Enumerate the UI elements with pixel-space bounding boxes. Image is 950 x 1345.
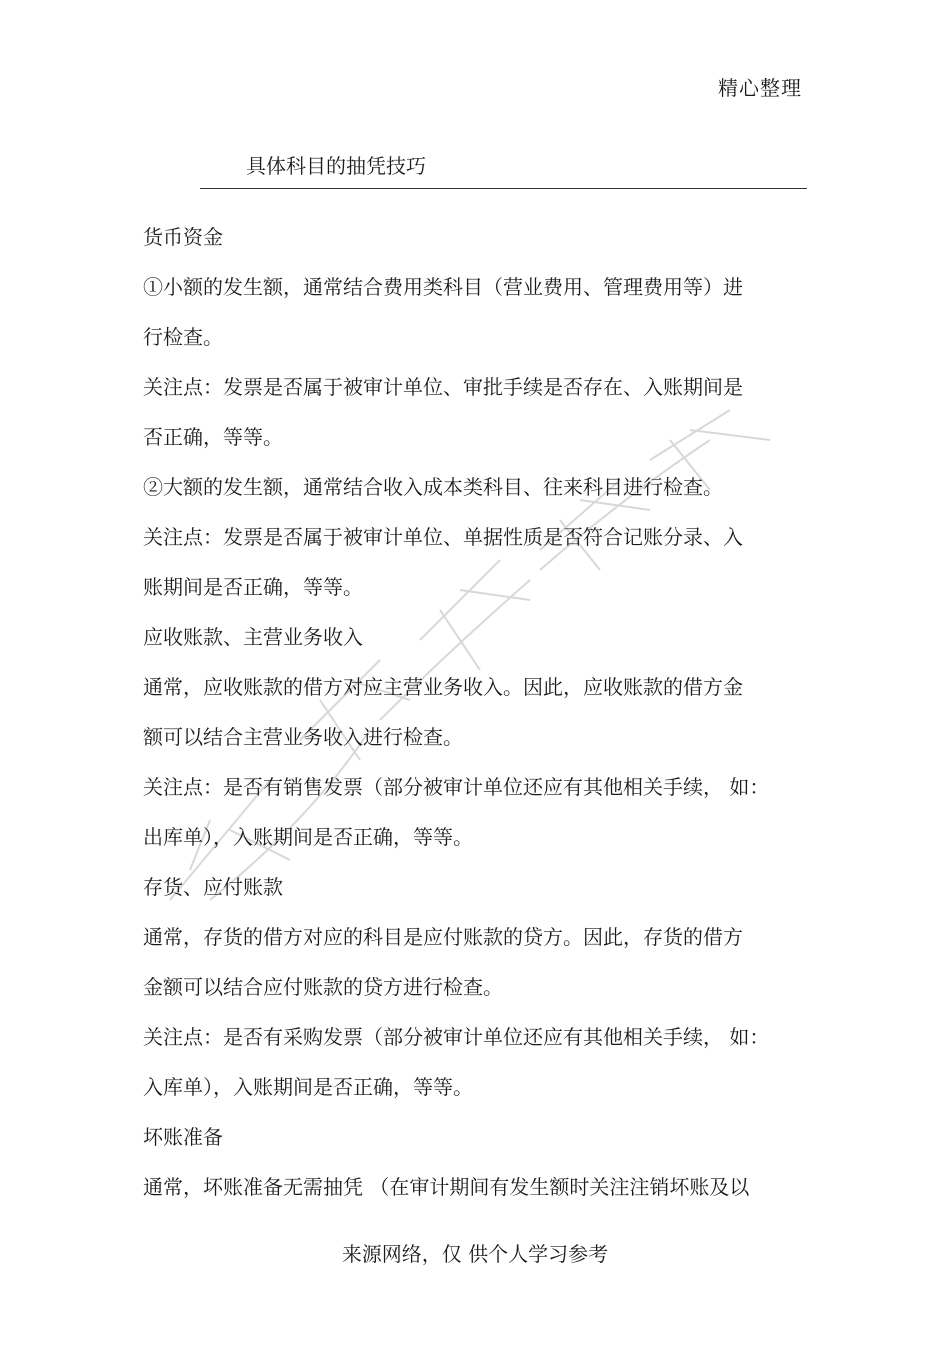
text-line: ②大额的发生额，通常结合收入成本类科目、往来科目进行检查。: [143, 475, 723, 499]
document-title: 具体科目的抽凭技巧: [246, 154, 426, 178]
text-line: 额可以结合主营业务收入进行检查。: [143, 725, 463, 749]
text-line: 关注点：发票是否属于被审计单位、单据性质是否符合记账分录、入: [143, 525, 743, 549]
text-line: 关注点：是否有采购发票（部分被审计单位还应有其他相关手续， 如：: [143, 1025, 770, 1049]
text-line: 否正确，等等。: [143, 425, 283, 449]
title-underline: [200, 188, 807, 189]
text-line: 关注点：是否有销售发票（部分被审计单位还应有其他相关手续， 如：: [143, 775, 770, 799]
text-line: 坏账准备: [143, 1125, 223, 1149]
document-body: [143, 222, 803, 1222]
text-line: 应收账款、主营业务收入: [143, 625, 363, 649]
text-line: 账期间是否正确，等等。: [143, 575, 363, 599]
text-line: 通常，存货的借方对应的科目是应付账款的贷方。因此，存货的借方: [143, 925, 743, 949]
text-line: 金额可以结合应付账款的贷方进行检查。: [143, 975, 503, 999]
text-line: 出库单），入账期间是否正确，等等。: [143, 825, 473, 849]
page-footer: 来源网络，仅 供个人学习参考: [341, 1242, 609, 1266]
text-line: 通常，应收账款的借方对应主营业务收入。因此，应收账款的借方金: [143, 675, 743, 699]
text-line: 存货、应付账款: [143, 875, 283, 899]
header-label: 精心整理: [718, 76, 802, 100]
text-line: ①小额的发生额，通常结合费用类科目（营业费用、管理费用等）进: [143, 275, 743, 299]
text-line: 货币资金: [143, 225, 223, 249]
text-line: 行检查。: [143, 325, 223, 349]
text-line: 入库单），入账期间是否正确，等等。: [143, 1075, 473, 1099]
text-line: 关注点：发票是否属于被审计单位、审批手续是否存在、入账期间是: [143, 375, 743, 399]
text-line: 通常，坏账准备无需抽凭 （在审计期间有发生额时关注注销坏账及以: [143, 1175, 750, 1199]
